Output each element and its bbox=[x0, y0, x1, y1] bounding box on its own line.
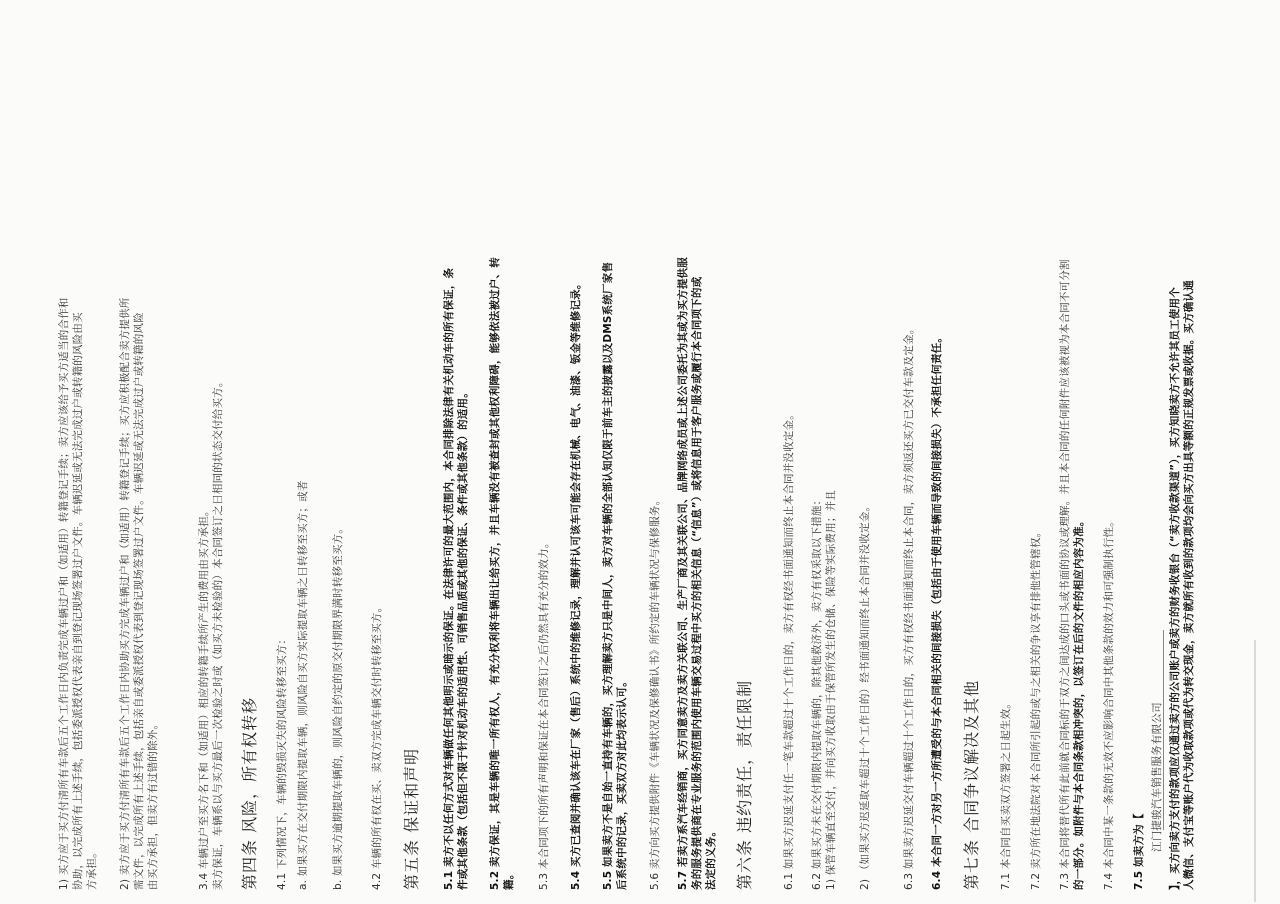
clause-line: 7.4 本合同中某一条款的无效不应影响合同中其他条款的效力和可强制执行性。 bbox=[1103, 516, 1115, 890]
company-name: 江门捷骏汽车销售服务有限公司 bbox=[1151, 702, 1163, 852]
clause-line: b. 如果买方逾期提取车辆的，则风险自约定的原交付期限界满时转移至买方。 bbox=[332, 522, 344, 890]
section-heading: 第七条 合同争议解决及其他 bbox=[962, 679, 981, 890]
clause-line: 协助，以完成所有上述手续，包括委派授权代表亲自到登记现场签署过户文件。车辆迟延或无法完成过户或转籍的风险由买 bbox=[72, 312, 84, 890]
clause-line: 5.7 若卖方系汽车经销商，买方同意卖方及卖方关联公司、生产厂商及其关联公司、品牌网络成员或上述公司委托为其或为买方提供服 bbox=[677, 257, 689, 890]
clause-line: 6.2 如果买方未在交付期限内提取车辆的，除其他救济外，卖方有权采取以下措施： bbox=[811, 494, 823, 890]
clause-line: 2) 卖方应于买方付清所有车款后五个工作日内协助买方完成车辆过户和（如适用）转籍登记手续；买方应积极配合卖方提供所 bbox=[119, 297, 131, 890]
clause-line: 方承担。 bbox=[86, 847, 98, 890]
clause-line: 需文件，以完成所有上述手续，包括亲自或委派授权代表到登记现场签署过户文件。车辆迟延或无法完成过户或转籍的风险 bbox=[133, 312, 145, 890]
clause-line: 7.1 本合同自买卖双方签署之日起生效。 bbox=[1000, 697, 1012, 890]
clause-line: 2) （如果买方迟延取车超过十个工作日的）经书面通知而终止本合同并没收定金。 bbox=[859, 500, 871, 890]
clause-line: 件或其他条款（包括但不限于针对机动车的适用性、可销售品质或其他的保证、条件或其他条款）的适用。 bbox=[457, 387, 469, 890]
clause-line: 5.3 本合同项下的所有声明和保证在本合同签订之后仍然具有充分的效力。 bbox=[538, 537, 550, 890]
clause-line: 5.6 卖方向买方提供附件《车辆状况及保修确认书》所约定的车辆状况与保修服务。 bbox=[649, 494, 661, 890]
clause-line: 6.1 如果买方迟延支付任一笔车款超过十个工作日的，卖方有权经书面通知而终止本合同并没收定金。 bbox=[783, 409, 795, 890]
section-heading: 第六条 违约责任，责任限制 bbox=[735, 679, 754, 890]
clause-line: 1) 买方应于买方付清所有车款后五个工作日内负责完成车辆过户和（如适用）转籍登记手续；卖方应该给予买方适当的合作和 bbox=[58, 297, 70, 890]
clause-line: 的一部分。如附件与本合同条款相冲突的，以签订在后的文件的相应内容为准。 bbox=[1073, 515, 1085, 890]
clause-line: 4.1 下列情况下，车辆的毁损灭失的风险转移至买方： bbox=[276, 633, 288, 890]
clause-line: 7.2 卖方所在地法院对本合同所引起的或与之相关的争议享有排他性管辖权。 bbox=[1030, 526, 1042, 890]
clause-line: 法定的义务。 bbox=[705, 825, 717, 890]
clause-line: 5.4 买方已查阅并确认该车在厂家（售后）系统中的维修记录，理解并认可该车可能会存在机械、电气、油漆、钣金等维修记录。 bbox=[570, 278, 582, 890]
clause-line: 4.2 车辆的所有权在买、卖双方完成车辆交付时转移至买方。 bbox=[371, 601, 383, 890]
section-heading: 第五条 保证和声明 bbox=[402, 747, 421, 890]
clause-line: 由买方承担，但卖方有过错的除外。 bbox=[147, 718, 159, 890]
clause-line: 务的服务提供商在专业服务的范围内使用车辆交易过程中买方的相关信息（“信息”）或将信息用于客户服务或履行本合同项下的或 bbox=[691, 276, 703, 890]
clause-line: 7.5 如卖方为【 bbox=[1133, 813, 1145, 890]
section-heading: 第四条 风险，所有权转移 bbox=[240, 696, 259, 890]
clause-line: 6.3 如果卖方迟延交付车辆超过十个工作日的，买方有权经书面通知而终止本合同，卖方须返还买方已交付车款及定金。 bbox=[903, 323, 915, 890]
clause-line: 5.5 如果卖方不是自始一直持有车辆的，买方理解卖方只是中间人，卖方对车辆的全部认知仅限于前车主的披露以及DMS系统厂家售 bbox=[602, 261, 614, 890]
clause-line: 6.4 本合同一方对另一方所遭受的与本合同相关的间接损失（包括由于使用车辆而导致的间接损失）不承担任何责任。 bbox=[931, 331, 943, 890]
clause-line: 卖方保证，车辆系以与买方最后一次检验之时或（如买方未检验的）本合同签订之日相同的状态交付给买方。 bbox=[212, 376, 224, 890]
clause-line: a. 如果买方在交付期限内提取车辆，则风险自买方实际提取车辆之日转移至买方；或者 bbox=[297, 480, 309, 890]
clause-line: 后系统中的记录，买卖双方对此均表示认可。 bbox=[616, 676, 628, 890]
clause-line: 5.2 卖方保证，其是车辆的唯一所有权人，有充分权利将车辆出让给买方，并且车辆没有被查封或其他权利障碍，能够依法被过户、转 bbox=[489, 257, 501, 890]
page-edge bbox=[1254, 640, 1256, 902]
clause-line: 】，买方向卖方支付的款项应仅通过卖方的公司账户或卖方的财务收银台（“卖方收款渠道”），买方知晓卖方不允许其员工使用个 bbox=[1169, 287, 1181, 890]
clause-line: 1) 保管车辆直至交付，并向买方收取由于保管所发生的仓储、保险等实际费用；并且 bbox=[825, 490, 837, 890]
clause-line: 3.4 车辆过户至买方名下和（如适用）相应的转籍手续所产生的费用由买方承担。 bbox=[198, 505, 210, 890]
clause-line: 籍。 bbox=[503, 868, 515, 890]
clause-line: 7.3 本合同将替代所有此前就合同标的于双方之间达成的口头或书面的协议或理解。并且本合同的任何附件应该被视为本合同不可分割 bbox=[1059, 259, 1071, 890]
clause-line: 5.1 卖方不以任何方式对车辆做任何其他明示或暗示的保证。在法律许可的最大范围内，本合同排除法律有关机动车的所有保证，条 bbox=[443, 267, 455, 890]
clause-line: 人微信、支付宝等账户代为收取款项或代为转交现金，卖方就所有收到的款项均会向买方出具等额的正规发票或收据。买方确认通 bbox=[1183, 280, 1195, 890]
